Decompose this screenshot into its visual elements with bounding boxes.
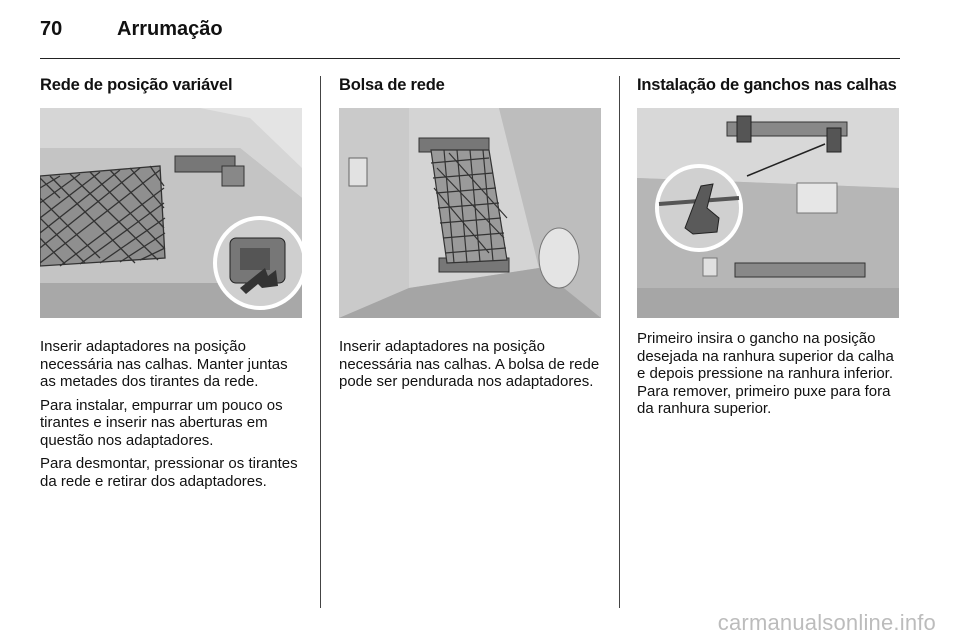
paragraph: Para desmontar, pressionar os tirantes da rede e retirar dos adaptadores.	[40, 455, 298, 490]
net-pocket-illustration	[339, 108, 601, 318]
section-heading: Bolsa de rede	[339, 76, 445, 94]
rail-hook-illustration	[637, 108, 899, 318]
section-heading: Instalação de ganchos nas calhas	[637, 76, 897, 94]
header-rule	[40, 58, 900, 59]
cargo-net-adapter-illustration	[40, 108, 302, 318]
section-heading: Rede de posição variável	[40, 76, 233, 94]
paragraph: Primeiro insira o gancho na posição desejada na ranhura superior da calha e depois pressione na ranhura inferior. Para remover, primeiro puxe para fora da ranhura superior.	[637, 330, 894, 417]
section-variable-net	[40, 76, 304, 496]
page-number: 70	[40, 18, 63, 40]
paragraph: Inserir adaptadores na posição necessária nas calhas. Manter juntas as metades dos tirantes da rede.	[40, 338, 288, 390]
section-net-pocket	[339, 76, 603, 397]
paragraph: Inserir adaptadores na posição necessária nas calhas. A bolsa de rede pode ser pendurada nos adaptadores.	[339, 338, 600, 390]
watermark: carmanualsonline.info	[717, 610, 936, 635]
section-rail-hooks	[637, 76, 901, 424]
column-divider	[619, 76, 620, 608]
paragraph: Para instalar, empurrar um pouco os tirantes e inserir nas aberturas em questão nos adaptadores.	[40, 396, 283, 449]
page-title: Arrumação	[117, 18, 223, 40]
column-divider	[320, 76, 321, 608]
